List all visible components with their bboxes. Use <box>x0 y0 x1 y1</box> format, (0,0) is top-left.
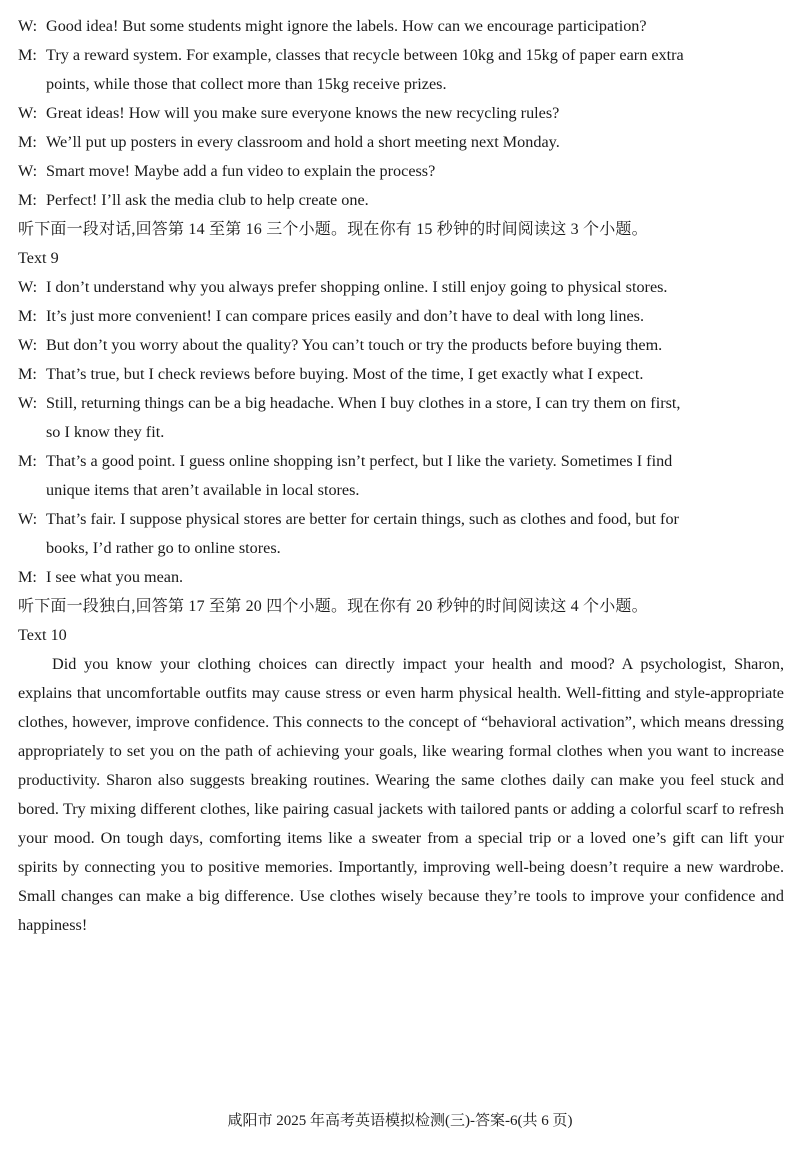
section-heading: Text 10 <box>18 626 67 644</box>
monologue-paragraph: Did you know your clothing choices can directly impact your health and mood? A psychologist, Sharon, explains that uncomfortable outfits may cause stress or even harm physical health. Well-fitting and style-appropriate clothes, however, improve confidence. This connects to the concept of “behavioral activation”, which means dressing appropriately to set you on the path of achieving your goals, like wearing formal clothes when you want to increase productivity. Sharon also suggests breaking routines. Wearing the same clothes daily can make you feel stuck and bored. Try mixing different clothes, like pairing casual jackets with tailored pants or adding a colorful scarf to refresh your mood. On tough days, comforting items like a sweater from a special trip or a loved one’s gift can lift your spirits by connecting you to positive memories. Importantly, improving well-being doesn’t require a new wardrobe. Small changes can make a big difference. Use clothes wisely because they’re tools to improve your confidence and happiness! <box>18 655 784 934</box>
speaker-label: M: <box>18 307 37 325</box>
speaker-label: M: <box>18 46 37 64</box>
page-footer: 咸阳市 2025 年高考英语模拟检测(三)-答案-6(共 6 页) <box>227 1113 573 1129</box>
speaker-label: W: <box>18 336 38 354</box>
dialogue-line <box>18 505 784 534</box>
dialogue-line <box>18 302 784 331</box>
speaker-label: M: <box>18 133 37 151</box>
dialogue-text: Smart move! Maybe add a fun video to explain the process? <box>46 162 436 180</box>
speaker-label: W: <box>18 278 38 296</box>
dialogue-text: I see what you mean. <box>46 568 184 586</box>
dialogue-text: That’s true, but I check reviews before buying. Most of the time, I get exactly what I expect. <box>46 365 644 383</box>
dialogue-line <box>18 41 784 70</box>
dialogue-line <box>18 128 784 157</box>
dialogue-text: It’s just more convenient! I can compare prices easily and don’t have to deal with long lines. <box>46 307 645 325</box>
speaker-label: M: <box>18 452 37 470</box>
dialogue-text: Perfect! I’ll ask the media club to help create one. <box>46 191 369 209</box>
dialogue-line <box>18 186 784 215</box>
listening-instruction: 听下面一段独白,回答第 17 至第 20 四个小题。现在你有 20 秒钟的时间阅读这 4 个小题。 <box>18 598 648 615</box>
dialogue-text: Good idea! But some students might ignore the labels. How can we encourage participation? <box>46 17 647 35</box>
listening-instruction: 听下面一段对话,回答第 14 至第 16 三个小题。现在你有 15 秒钟的时间阅读这 3 个小题。 <box>18 221 648 238</box>
speaker-label: W: <box>18 394 38 412</box>
section-heading: Text 9 <box>18 249 59 267</box>
dialogue-line <box>18 389 784 418</box>
dialogue-text: That’s a good point. I guess online shopping isn’t perfect, but I like the variety. Sometimes I find <box>46 452 673 470</box>
dialogue-text: Still, returning things can be a big headache. When I buy clothes in a store, I can try them on first, <box>46 394 681 412</box>
speaker-label: W: <box>18 162 38 180</box>
speaker-label: M: <box>18 365 37 383</box>
speaker-label: M: <box>18 191 37 209</box>
dialogue-line <box>18 447 784 476</box>
dialogue-line <box>18 563 784 592</box>
dialogue-text: We’ll put up posters in every classroom and hold a short meeting next Monday. <box>46 133 560 151</box>
dialogue-text: But don’t you worry about the quality? You can’t touch or try the products before buying them. <box>46 336 663 354</box>
speaker-label: W: <box>18 104 38 122</box>
dialogue-text: That’s fair. I suppose physical stores are better for certain things, such as clothes and food, but for <box>46 510 679 528</box>
dialogue-line <box>18 331 784 360</box>
dialogue-continuation: so I know they fit. <box>46 423 165 441</box>
dialogue-line <box>18 360 784 389</box>
speaker-label: M: <box>18 568 37 586</box>
dialogue-line <box>18 12 784 41</box>
dialogue-text: Try a reward system. For example, classes that recycle between 10kg and 15kg of paper earn extra <box>46 46 684 64</box>
speaker-label: W: <box>18 510 38 528</box>
dialogue-text: Great ideas! How will you make sure everyone knows the new recycling rules? <box>46 104 560 122</box>
dialogue-continuation: books, I’d rather go to online stores. <box>46 539 281 557</box>
speaker-label: W: <box>18 17 38 35</box>
dialogue-line <box>18 99 784 128</box>
dialogue-continuation: unique items that aren’t available in local stores. <box>46 481 360 499</box>
dialogue-line <box>18 157 784 186</box>
dialogue-line <box>18 273 784 302</box>
dialogue-continuation: points, while those that collect more than 15kg receive prizes. <box>46 75 447 93</box>
dialogue-text: I don’t understand why you always prefer shopping online. I still enjoy going to physical stores. <box>46 278 668 296</box>
